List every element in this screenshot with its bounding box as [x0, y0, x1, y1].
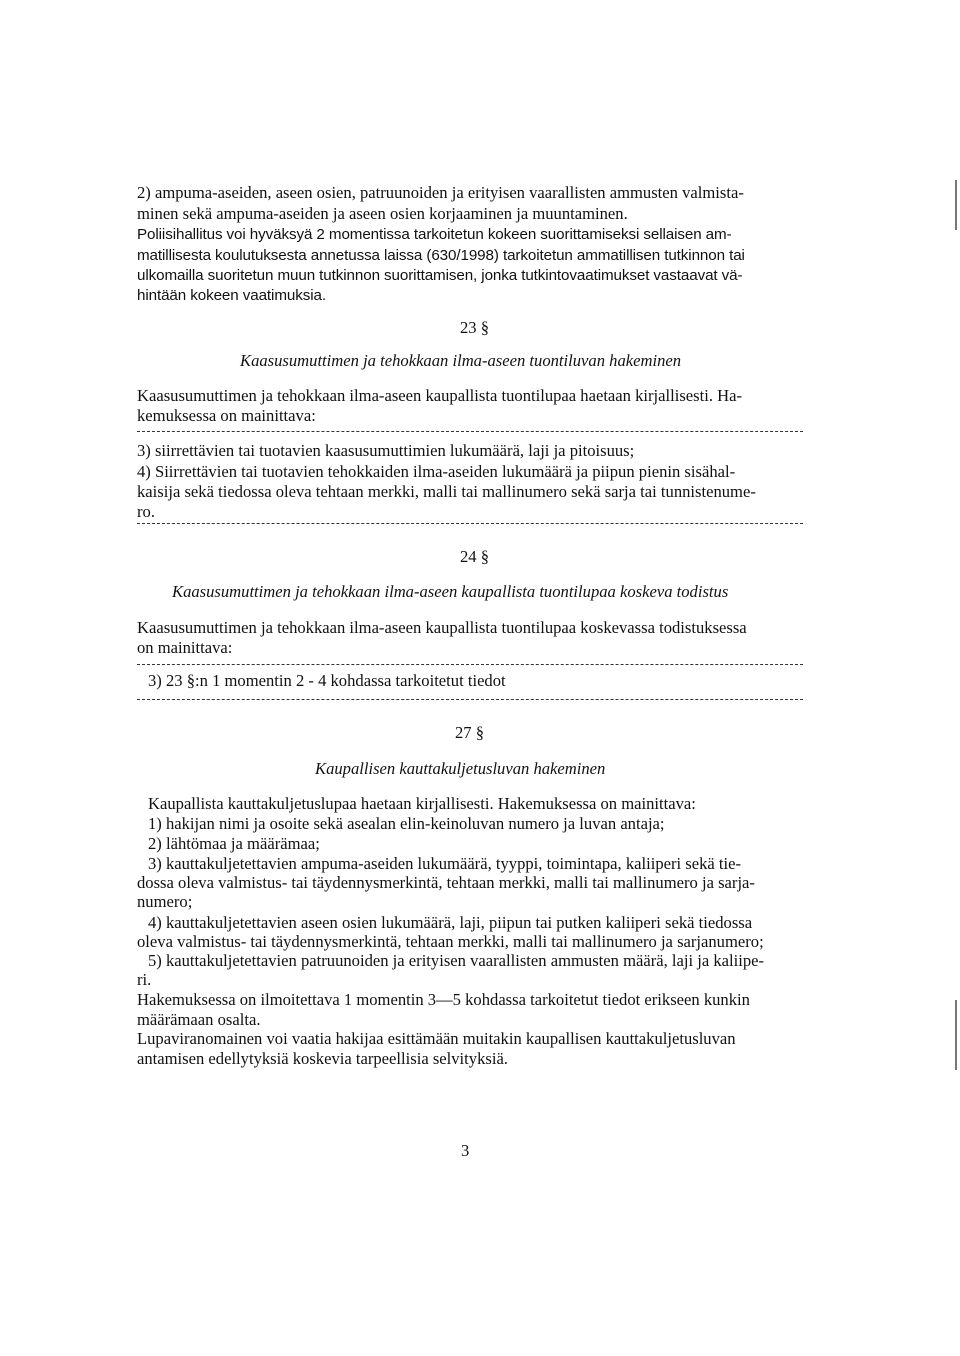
list-item: ri. [137, 970, 152, 989]
list-item: numero; [137, 892, 193, 911]
list-item: oleva valmistus- tai täydennysmerkintä, tehtaan merkki, malli tai mallinumero ja sarjanumero; [137, 932, 764, 951]
text-line: antamisen edellytyksiä koskevia tarpeellisia selvityksiä. [137, 1049, 508, 1068]
text-line: Kaasusumuttimen ja tehokkaan ilma-aseen kaupallista tuontilupaa koskevassa todistuksessa [137, 618, 747, 637]
list-item: 3) kauttakuljetettavien ampuma-aseiden lukumäärä, tyyppi, toimintapa, kaliiperi sekä tie- [148, 854, 742, 873]
text-line: kemuksessa on mainittava: [137, 406, 316, 425]
section-number: 23 § [460, 318, 490, 337]
list-item: kaisija sekä tiedossa oleva tehtaan merkki, malli tai mallinumero sekä sarja tai tunnistenume- [137, 482, 756, 501]
list-item: 3) siirrettävien tai tuotavien kaasusumuttimien lukumäärä, laji ja pitoisuus; [137, 441, 635, 460]
section-heading: Kaasusumuttimen ja tehokkaan ilma-aseen tuontiluvan hakeminen [240, 351, 682, 370]
text-line: on mainittava: [137, 638, 233, 657]
list-item: dossa oleva valmistus- tai täydennysmerkintä, tehtaan merkki, malli tai mallinumero ja sarja- [137, 873, 755, 892]
list-item: 3) 23 §:n 1 momentin 2 - 4 kohdassa tarkoitetut tiedot [148, 671, 506, 690]
omission-dashed-line [137, 523, 803, 524]
list-item: 2) lähtömaa ja määrämaa; [148, 834, 320, 853]
text-line: hintään kokeen vaatimuksia. [137, 287, 326, 304]
list-item: 4) kauttakuljetettavien aseen osien lukumäärä, laji, piipun tai putken kaliiperi sekä tiedossa [148, 913, 753, 932]
text-line: ulkomailla suoritetun muun tutkinnon suorittamisen, jonka tutkintovaatimukset vastaavat vä- [137, 267, 743, 284]
text-line: minen sekä ampuma-aseiden ja aseen osien korjaaminen ja muuntaminen. [137, 204, 628, 223]
omission-dashed-line [137, 664, 803, 665]
text-line: Kaupallista kauttakuljetuslupaa haetaan kirjallisesti. Hakemuksessa on mainittava: [148, 794, 696, 813]
text-line: Kaasusumuttimen ja tehokkaan ilma-aseen kaupallista tuontilupaa haetaan kirjallisesti. Ha- [137, 386, 743, 405]
page-number: 3 [461, 1141, 470, 1160]
text-line: Poliisihallitus voi hyväksyä 2 momentissa tarkoitetun kokeen suorittamiseksi sellaisen am- [137, 226, 732, 243]
list-item: ro. [137, 502, 155, 521]
section-heading: Kaupallisen kauttakuljetusluvan hakeminen [315, 759, 606, 778]
scan-margin-mark [955, 1000, 957, 1070]
text-line: matillisesta koulutuksesta annetussa laissa (630/1998) tarkoitetun ammatillisen tutkinnon tai [137, 247, 745, 264]
text-line: 2) ampuma-aseiden, aseen osien, patruunoiden ja erityisen vaarallisten ammusten valmista- [137, 183, 744, 202]
text-line: Lupaviranomainen voi vaatia hakijaa esittämään muitakin kaupallisen kauttakuljetusluvan [137, 1029, 736, 1048]
section-number: 24 § [460, 547, 490, 566]
text-line: Hakemuksessa on ilmoitettava 1 momentin 3—5 kohdassa tarkoitetut tiedot erikseen kunkin [137, 990, 750, 1009]
list-item: 1) hakijan nimi ja osoite sekä asealan elin-keinoluvan numero ja luvan antaja; [148, 814, 665, 833]
section-number: 27 § [455, 723, 485, 742]
omission-dashed-line [137, 431, 803, 432]
scan-margin-mark [955, 180, 957, 230]
list-item: 4) Siirrettävien tai tuotavien tehokkaiden ilma-aseiden lukumäärä ja piipun pienin sisähal- [137, 462, 736, 481]
text-line: määrämaan osalta. [137, 1010, 261, 1029]
omission-dashed-line [137, 699, 803, 700]
list-item: 5) kauttakuljetettavien patruunoiden ja erityisen vaarallisten ammusten määrä, laji ja kaliipe- [148, 951, 765, 970]
section-heading: Kaasusumuttimen ja tehokkaan ilma-aseen kaupallista tuontilupaa koskeva todistus [172, 582, 729, 601]
